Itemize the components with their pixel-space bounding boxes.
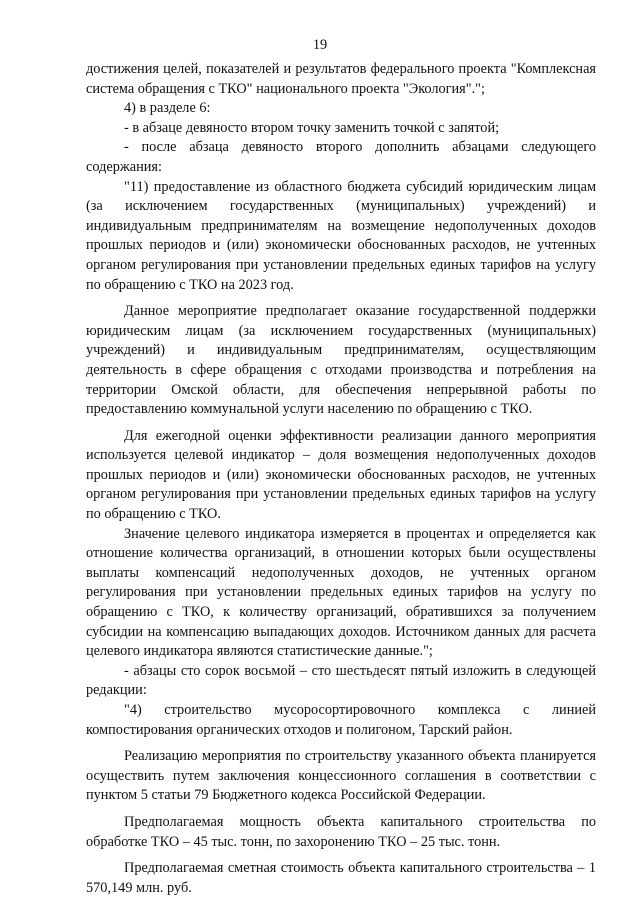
document-body	[86, 60, 596, 898]
paragraph: 4) в разделе 6:	[124, 100, 211, 117]
paragraph: Предполагаемая мощность объекта капитального строительства по обработке ТКО – 45 тыс. тонн, по захоронению ТКО – 25 тыс. тонн.	[86, 813, 596, 850]
paragraph: Реализацию мероприятия по строительству указанного объекта планируется осуществить путем заключения концессионного соглашения в соответствии с пунктом 5 статьи 79 Бюджетного кодекса Российской Федерации.	[86, 748, 596, 804]
page-number: 19	[312, 37, 328, 53]
paragraph: достижения целей, показателей и результатов федерального проекта "Комплексная система обращения с ТКО" национального проекта "Экология".";	[86, 61, 596, 97]
paragraph: "11) предоставление из областного бюджета субсидий юридическим лицам (за исключением государственных (муниципальных) учреждений) и индивидуальным предпринимателям на возмещение недополученных доходов прошлых периодов и (или) экономически обоснованных расходов, не учтенных органом регулирования при установлении предельных единых тарифов на услугу по обращению с ТКО на 2023 год.	[86, 178, 596, 293]
paragraph: Данное мероприятие предполагает оказание государственной поддержки юридическим лицам (за исключением государственных (муниципальных) учреждений) и индивидуальным предпринимателям, осуществляющим деятельность в сфере обращения с отходами производства и потребления на территории Омской области, для обеспечения непрерывной работы по предоставлению коммунальной услуги населению по обращению с ТКО.	[86, 303, 596, 418]
paragraph: Значение целевого индикатора измеряется в процентах и определяется как отношение количества организаций, в отношении которых были осуществлены выплаты компенсаций недополученных доходов, не учтенных органом регулирования при установлении предельных единых тарифов на услугу по обращению с ТКО, к количеству организаций, обратившихся за получением субсидии на компенсацию выпадающих доходов. Источником данных для расчета целевого индикатора являются статистические данные.";	[86, 525, 596, 660]
paragraph: - абзацы сто сорок восьмой – сто шестьдесят пятый изложить в следующей редакции:	[86, 662, 596, 699]
paragraph: - в абзаце девяносто втором точку заменить точкой с запятой;	[124, 119, 500, 136]
paragraph: - после абзаца девяносто второго дополнить абзацами следующего содержания:	[86, 139, 596, 175]
paragraph: Для ежегодной оценки эффективности реализации данного мероприятия используется целевой индикатор – доля возмещения недополученных доходов прошлых периодов и (или) экономически обоснованных расходов, не учтенных органом регулирования при установлении предельных единых тарифов на услугу по обращению с ТКО.	[86, 427, 596, 523]
paragraph: "4) строительство мусоросортировочного комплекса с линией компостирования органических отходов и полигоном, Тарский район.	[86, 702, 596, 738]
paragraph: Предполагаемая сметная стоимость объекта капитального строительства – 1 570,149 млн. руб.	[86, 860, 596, 896]
